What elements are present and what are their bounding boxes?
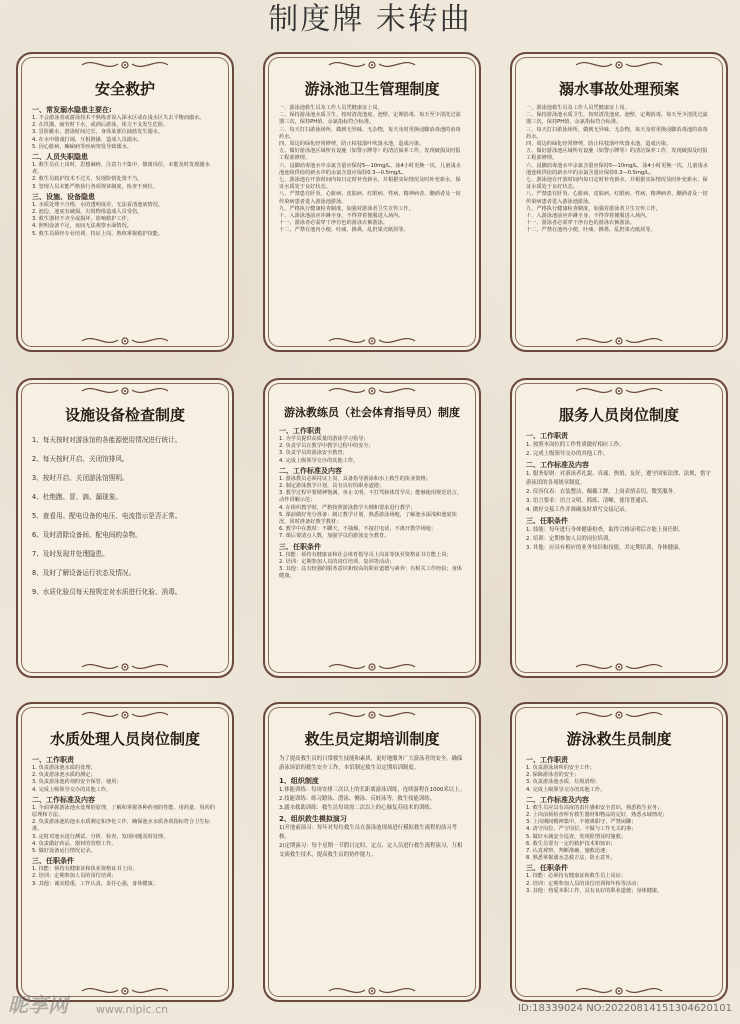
paragraph: 6. 教学中在教时：不聊天，不抽烟，不接打电话，不离开教学场地； (279, 526, 437, 533)
board-title: 水质处理人员岗位制度 (49, 730, 200, 748)
paragraph: 4. 负责做好药品、器材的管理工作。 (32, 840, 117, 847)
paragraph: 2. 上岗前须检查所有救生器材和物品的完好，熟悉水域情况； (526, 812, 668, 819)
paragraph: 四、周边的绿化经常修剪，防止枯枝落叶吹落水池，造成污染。 (526, 141, 672, 148)
paragraph: 2. 保障游泳者的安全； (526, 772, 580, 779)
ornament-bottom-icon (80, 333, 170, 347)
section-heading: 一、工作职责 (279, 427, 321, 435)
paragraph: 3. 语言要求：语言文明、简练、清晰，使用普通话。 (526, 498, 652, 504)
paragraph: 十、入游泳池前应冲淋全身，不得穿着便服进入场内。 (526, 213, 651, 220)
paragraph: 2. 完成上级领导交办的其他工作。 (526, 451, 609, 457)
page-title: 制度牌 未转曲 (268, 2, 472, 37)
paragraph: 为了提高救生员的日常救生技能和素质，更好地服务广大游泳者的安全，确保游泳场馆的救生安全工作，本馆制定救生员定期培训制度。 (279, 756, 463, 771)
paragraph: 3. 教学过程中要精神饱满，举止文明，不打骂和体罚学员；能够使用规范语言、动作讲解示范； (279, 490, 462, 504)
paragraph: 八、严禁患有肝炎、心脏病、皮肤病、红眼病、性病、精神病者、酗酒者及一切传染病患者进入游泳池游泳。 (526, 191, 708, 205)
paragraph: 四、周边的绿化经常修剪，防止枯枝落叶吹落水池，造成污染。 (279, 141, 425, 148)
board-title: 游泳救生员制度 (566, 730, 672, 748)
paragraph: 2. 培训：定期参加人员的岗位培训，复训等活动； (279, 558, 395, 565)
paragraph: 2. 制定游泳教学计划，具有良好的职业道德； (279, 483, 385, 490)
board-body (279, 426, 465, 580)
paragraph: 7、及时发现并处理隐患。 (32, 550, 109, 558)
watermark-url: www.nipic.cn (96, 1003, 169, 1016)
ornament-bottom-icon (327, 659, 417, 673)
paragraph: 4. 完成上级领导交办的其他工作。 (32, 786, 112, 793)
board-body (279, 105, 465, 235)
paragraph: 5. 做好水域安全巡查，发现险情及时施救； (526, 833, 626, 840)
paragraph: 3. 管理人员未能严格执行各项规章制度，检查不到位。 (32, 183, 158, 190)
paragraph: 1、每天按时对游泳馆的各能源使用情况进行统计。 (32, 436, 182, 444)
paragraph: 2. 负责游泳池的池水水质测定和净化工作，确保池水水质各项指标符合卫生标准。 (32, 819, 210, 833)
paragraph: 八、严禁患有肝炎、心脏病、皮肤病、红眼病、性病、精神病者、酗酒者及一切传染病患者进入游泳池游泳。 (279, 191, 461, 205)
section-heading: 二、工作标准及内容 (526, 461, 589, 469)
paragraph: 七、游泳池在开放时间内每日定时补充新水，并根据实际情况及时补充新水，保证水质处于良好状态。 (526, 177, 708, 191)
board-title: 溺水事故处理预案 (558, 80, 679, 98)
paragraph: 2. 培训：定期参加人员的岗位培训； (32, 873, 117, 880)
paragraph: 5. 救生员须经专业培训，持证上岗，熟练掌握救护技能。 (32, 230, 164, 237)
paragraph: 六、浸脚消毒池水中余氯含量应保持5—10mg/L，泳4小时更换一次，儿童浅水池连续供给的新水中的余氯含量应保持0.3—0.5mg/L。 (526, 162, 708, 176)
paragraph: 1. 游泳教员必须持证上岗，具备指导游泳和水上救生的执业资格； (279, 475, 431, 482)
paragraph: 九、严格执行健康检查制度，加强对游泳者卫生宣传工作。 (526, 205, 661, 212)
paragraph: 1. 负责游泳池水质的处理； (32, 765, 96, 771)
board-body (526, 755, 712, 895)
paragraph: 5. 做好设备运行情况记录。 (32, 848, 96, 855)
section-heading: 三、任职条件 (32, 857, 74, 866)
paragraph: 3. 救生器材不齐全或损坏，影响救护工作。 (32, 216, 132, 223)
paragraph: 3. 定时对池水进行测试，分析、检查，发现问题及时处理。 (32, 833, 169, 840)
paragraph: 3. 负责游泳池药剂的安全保管、使用； (32, 779, 122, 786)
section-heading: 三、任职条件 (526, 864, 568, 873)
paragraph: 2. 培训：定期参加人员的岗位培训和年检等活动； (526, 880, 642, 887)
paragraph: 2.技能训练：练习蹬泳、潜泳、侧泳、反蛙泳等，救生技能训练。 (279, 796, 436, 802)
paragraph: 5、查看用、配电设备的电压、电流指示是否正常。 (32, 512, 182, 520)
paragraph: 1. 为学员提供高质量的游泳学习指导； (279, 436, 369, 442)
policy-board (16, 52, 234, 352)
paragraph: 3. 负责游泳池水质、垃圾清理； (526, 779, 601, 786)
paragraph: 4. 做好交接工作并准确及时填写交接记录。 (526, 507, 630, 513)
paragraph: 3. 负责学员的游泳安全教育； (279, 450, 348, 457)
board-body (279, 755, 465, 860)
paragraph: 十、入游泳池前应冲淋全身，不得穿着便服进入场内。 (279, 213, 404, 220)
paragraph: 二、保持游泳池水质卫生，按时清洗池底、池壁，定期消毒，每天至少清洗过滤器三次，保持PH值、余氯指标符合标准。 (279, 112, 461, 126)
paragraph: 4. 在组织教学时，严格按照游泳教学大纲和要求进行教学； (279, 504, 416, 511)
paragraph: 1. 救生员在上岗时，思想麻痹，注意力不集中，擅离岗位，未能及时发现溺水者。 (32, 162, 210, 176)
board-body (526, 105, 712, 235)
paragraph: 1)开池前演习：每年对每位救生员在游泳池现场进行模拟救生流程的演习考核。 (279, 825, 458, 840)
policy-board (16, 702, 234, 1002)
board-title: 游泳池卫生管理制度 (304, 80, 440, 98)
paragraph: 9、水质化验员每天按规定对水质进行化验、消毒。 (32, 588, 182, 596)
ornament-bottom-icon (80, 659, 170, 673)
paragraph: 五、做好游泳池区域所有设施（如警示牌等）的清洁保养工作，发现破损及时报工程部修理。 (279, 148, 461, 162)
paragraph: 九、严格执行健康检查制度，加强对游泳者卫生宣传工作。 (279, 205, 414, 212)
paragraph: 2、每天按时开启、关闭馆排风。 (32, 455, 129, 463)
paragraph: 4. 在水中嬉戏打闹，互相推搡，造成人员溺水。 (32, 136, 143, 143)
paragraph: 十一、游泳者必需穿干净有色的游泳衣裤游泳。 (279, 220, 388, 227)
board-title: 救生员定期培训制度 (304, 730, 440, 748)
board-body (526, 431, 712, 553)
paragraph: 1. 按照本岗位的工作性质做好相应工作。 (526, 442, 625, 448)
watermark-id: ID:18339024 NO:20220814151304620101 (518, 1003, 732, 1014)
paragraph: 2. 负责游泳池水质的测定； (32, 772, 96, 779)
ornament-top-icon (327, 707, 417, 721)
section-heading: 三、设施、设备隐患 (32, 192, 95, 201)
section-heading: 1、组织制度 (279, 777, 319, 785)
section-heading: 二、工作标准及内容 (32, 795, 95, 804)
ornament-top-icon (80, 57, 170, 71)
paragraph: 二、保持游泳池水质卫生，按时清洗池底、池壁，定期消毒，每天至少清洗过滤器三次，保持PH值、余氯指标符合标准。 (526, 112, 708, 126)
paragraph: 2. 池边、池底有破损，尖锐物体造成人员受伤。 (32, 209, 143, 216)
paragraph: 3. 其他：热爱本职工作，具有良好的职业道德；身体健康。 (526, 887, 663, 894)
paragraph: 2. 负责学员在教学中教学过程中的安全； (279, 443, 374, 450)
paragraph: 2. 救生员救护技术不过关，发现险情处置不当。 (32, 176, 143, 183)
paragraph: 十二、严禁在池内小便、吐痰、擤鼻，乱扔果壳纸屑等。 (279, 227, 409, 234)
policy-board (510, 702, 728, 1002)
paragraph: 2. 仪容仪表：衣装整洁，佩戴工牌，上岗表情亲切、微笑服务。 (526, 489, 679, 495)
paragraph: 3. 其他：具有较强的服务意识和较高的职业道德与素养；有相关工作经验；身体健康。 (279, 566, 462, 580)
paragraph: 2. 培训：定期参加人员的岗位培训。 (526, 536, 614, 542)
paragraph: 一、游泳池救生员及工作人员凭健康证上岗。 (279, 105, 383, 111)
paragraph: 1. 技能：必须持有健康证和救生员上岗证； (526, 873, 626, 880)
section-heading: 一、工作职责 (32, 756, 74, 764)
paragraph: 7. 认真观察，判断准确，施救迅速； (526, 848, 611, 855)
paragraph: 十一、游泳者必需穿干净有色的游泳衣裤游泳。 (526, 220, 635, 227)
paragraph: 三、每天打扫游泳场所，做到无异味、无杂物，每天及时更换浸脚消毒池的消毒药水。 (526, 126, 708, 140)
paragraph: 1. 服务原则：对游泳者礼貌、真诚、热情、友好，遵守国家法律、法规，恪守游泳馆的各项规章制度。 (526, 471, 711, 486)
paragraph: 4. 照明设备不足，夜间无法观察水面情况。 (32, 223, 132, 230)
ornament-top-icon (80, 383, 170, 397)
ornament-top-icon (327, 57, 417, 71)
paragraph: 一、游泳池救生员及工作人员凭健康证上岗。 (526, 105, 630, 111)
paragraph: 6、及时清除设备间、配电间的杂物。 (32, 531, 142, 539)
ornament-top-icon (574, 57, 664, 71)
paragraph: 1. 救生员应具有高度的责任感和安全意识，熟悉救生业务； (526, 804, 663, 811)
paragraph: 3. 其他：诚实稳重，工作认真，责任心强，身体健康。 (32, 880, 158, 887)
ornament-bottom-icon (327, 333, 417, 347)
ornament-top-icon (327, 383, 417, 397)
board-title: 设施设备检查制度 (64, 406, 185, 424)
paragraph: 1. 技能：须持有健康证和执业资格证书上岗； (32, 866, 138, 873)
policy-board (263, 702, 481, 1002)
paragraph: 4. 完成上级领导交办的其他工作。 (526, 786, 606, 793)
board-body (32, 431, 218, 602)
board-title: 服务人员岗位制度 (558, 406, 679, 424)
ornament-bottom-icon (80, 983, 170, 997)
paragraph: 4、杜绝跑、冒、滴、漏现象。 (32, 493, 122, 501)
paragraph: 1. 技能：须持有健康证和社会体育指导员上岗证等执业资格证书方能上岗； (279, 551, 452, 558)
board-title: 安全救护 (94, 80, 155, 98)
paragraph: 3、按时开启、关闭游泳馆照明。 (32, 474, 129, 482)
paragraph: 三、每天打扫游泳场所，做到无异味、无杂物，每天及时更换浸脚消毒池的消毒药水。 (279, 126, 461, 140)
paragraph: 五、做好游泳池区域所有设施（如警示牌等）的清洁保养工作，发现破损及时报工程部修理。 (526, 148, 708, 162)
section-heading: 一、工作职责 (526, 756, 568, 764)
ornament-top-icon (80, 707, 170, 721)
section-heading: 一、工作职责 (526, 432, 568, 440)
board-title: 游泳教练员（社会体育指导员）制度 (284, 406, 460, 419)
policy-board (16, 378, 234, 678)
paragraph: 七、游泳池在开放时间内每日定时补充新水，并根据实际情况及时补充新水，保证水质处于良好状态。 (279, 177, 461, 191)
paragraph: 4. 清守岗位、严守岗位，不做与工作无关的事； (526, 826, 637, 833)
policy-board (263, 52, 481, 352)
ornament-top-icon (574, 383, 664, 397)
paragraph: 1. 全面掌握游泳池水处理的原理，了解和掌握各种药剂的性能、用药量、用药的原理和方法。 (32, 804, 215, 819)
paragraph: 4. 完成上级领导交办的其他工作。 (279, 457, 359, 464)
policy-board (263, 378, 481, 678)
ornament-bottom-icon (574, 983, 664, 997)
paragraph: 8. 熟悉掌握溺水急救方法，防止意外。 (526, 855, 616, 862)
board-body (32, 105, 218, 238)
policy-board (510, 52, 728, 352)
section-heading: 三、任职条件 (279, 542, 321, 551)
paragraph: 3. 其他：应具有相应的业务知识和技能，并定期培训，身体健康。 (526, 545, 684, 551)
paragraph: 1. 不会游泳者或游泳技术不熟练者误入深水区或在浅水区失去平衡而溺水。 (32, 115, 205, 121)
section-heading: 二、工作标准及内容 (526, 795, 589, 804)
section-heading: 一、常发溺水隐患主要在: (32, 106, 112, 114)
paragraph: 8、及时了解设备运行状态及情况。 (32, 569, 136, 577)
paragraph: 1. 负责游泳场所的安全工作； (526, 765, 595, 771)
ornament-bottom-icon (574, 333, 664, 347)
paragraph: 2)定期演习：每个星期一节假日定时、定点、定人员进行救生流程演习，互相交流救生技术，提高救生员的协作能力。 (279, 843, 463, 858)
paragraph: 六、浸脚消毒池水中余氯含量应保持5—10mg/L，泳4小时更换一次，儿童浅水池连续供给的新水中的余氯含量应保持0.3—0.5mg/L。 (279, 162, 461, 176)
paragraph: 1.体能训练：每周安排三次以上的长距离游泳训练，连续游程在1000米以上。 (279, 787, 465, 793)
paragraph: 1. 水质处理不合格，水的透明度差，无法看清池底情况。 (32, 201, 164, 208)
policy-board (510, 378, 728, 678)
section-heading: 三、任职条件 (526, 517, 568, 525)
board-body (32, 755, 218, 888)
paragraph: 十二、严禁在池内小便、吐痰、擤鼻，乱扔果壳纸屑等。 (526, 227, 656, 234)
paragraph: 5. 因心脏病、癫痫病等疾病突发导致溺水。 (32, 143, 132, 150)
paragraph: 2. 在饥饿、疲劳时下水，或酒后游泳，体力不支发生危险。 (32, 122, 169, 129)
section-heading: 2、组织救生模拟演习 (279, 815, 347, 823)
paragraph: 3.溺水救助训练：救生员每周需二次以上的心肺复苏技术的训练。 (279, 805, 436, 811)
paragraph: 7. 课后要清点人数，加强学员的游泳安全教育。 (279, 533, 390, 540)
paragraph: 5. 课前做好充分准备：制订教学计划，熟悉游泳场地，了解池水深浅和池底状况，同时准备好教学教材； (279, 511, 457, 526)
watermark-logo: 昵享网 (8, 993, 68, 1017)
paragraph: 3. 上岗期间精神集中，不擅离职守，严禁闲聊； (526, 819, 637, 826)
section-heading: 二、人员失职隐患 (32, 153, 88, 162)
ornament-top-icon (574, 707, 664, 721)
paragraph: 1. 技能：每年进行身体健康检查，取得合格证明后方能上岗任职。 (526, 527, 684, 533)
ornament-bottom-icon (574, 659, 664, 673)
ornament-bottom-icon (327, 983, 417, 997)
paragraph: 3. 冒险跳水，潜泳时间过长，身体某部位抽筋发生溺水。 (32, 129, 164, 136)
section-heading: 二、工作标准及内容 (279, 466, 342, 475)
paragraph: 6. 救生员要有一定的救护技术和知识； (526, 840, 616, 847)
